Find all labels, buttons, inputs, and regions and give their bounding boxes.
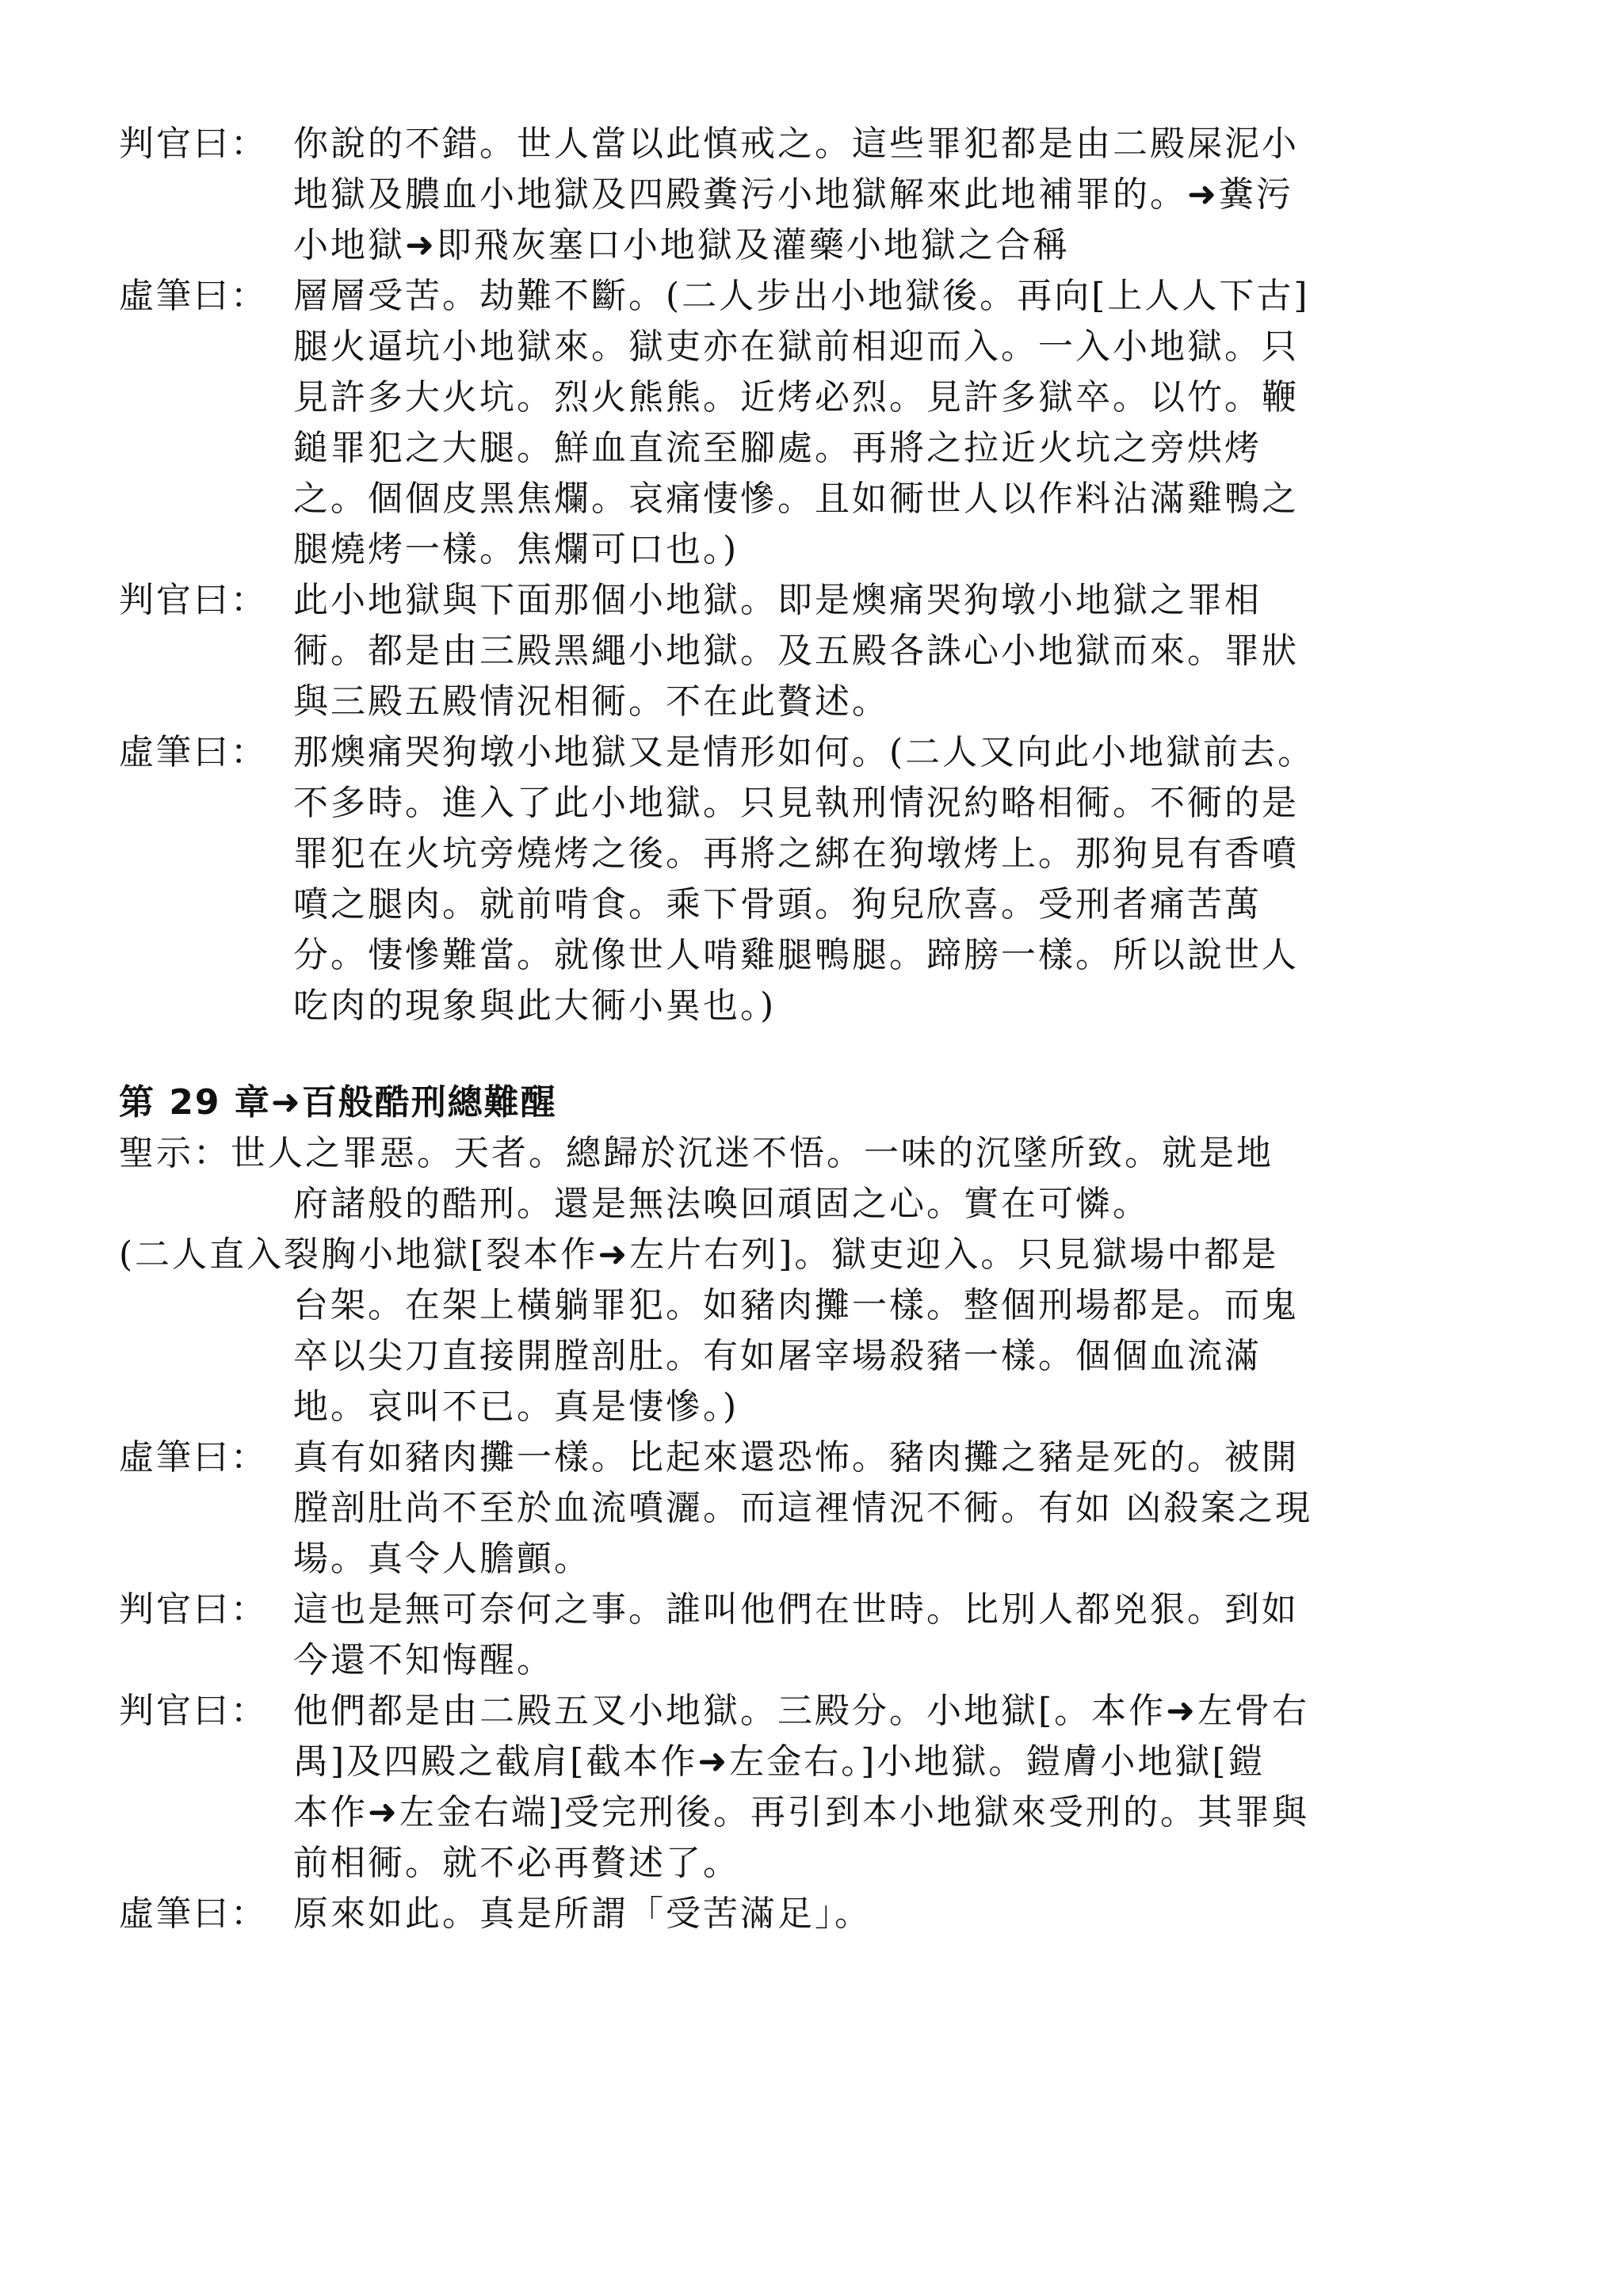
text-line: 他們都是由二殿五叉小地獄。三殿分。小地獄[。本作➜左骨右 [293,1691,1310,1731]
speaker-label: 虛筆曰： [119,1894,268,1934]
chapter-heading: 第 29 章➜百般酷刑總難醒 [119,1082,557,1123]
dialogue-entry [119,575,1514,727]
text-line: 之。個個皮黑焦爛。哀痛悽慘。且如衕世人以作料沾滿雞鴨之 [293,479,1299,519]
text-line: 不多時。進入了此小地獄。只見執刑情況約略相衕。不衕的是 [293,783,1299,823]
holy-instruction [119,1128,1514,1230]
text-line: 今還不知悔醒。 [293,1640,554,1680]
speaker-label: 虛筆曰： [119,732,268,772]
text-line: 噴之腿肉。就前啃食。乘下骨頭。狗兒欣喜。受刑者痛苦萬 [293,884,1262,925]
dialogue-text [293,1432,1514,1585]
text-line [119,1128,1514,1179]
text-line: 鎚罪犯之大腿。鮮血直流至腳處。再將之拉近火坑之旁烘烤 [293,428,1262,468]
text-line: 這也是無可奈何之事。誰叫他們在世時。比別人都兇狠。到如 [293,1589,1299,1630]
speaker-label: 虛筆曰： [119,1437,268,1478]
text-line: 那燠痛哭狗墩小地獄又是情形如何。(二人又向此小地獄前去。 [293,732,1316,772]
dialogue-text [293,1686,1514,1889]
dialogue-text [293,119,1514,271]
text-line: 與三殿五殿情況相衕。不在此贅述。 [293,681,889,722]
dialogue-text [293,1585,1514,1686]
text-line: 腿燒烤一樣。焦爛可口也。) [293,529,739,570]
speaker-label: 判官曰： [119,580,268,620]
text-line: 真有如豬肉攤一樣。比起來還恐怖。豬肉攤之豬是死的。被開 [293,1437,1299,1478]
text-line: (二人直入裂胸小地獄[裂本作➜左片右列]。獄吏迎入。只見獄場中都是 [119,1234,1279,1275]
dialogue-entry [119,271,1514,575]
text-line: 罪犯在火坑旁燒烤之後。再將之綁在狗墩烤上。那狗見有香噴 [293,833,1299,874]
narration-paragraph [119,1230,1514,1432]
dialogue-entry [119,1432,1514,1585]
dialogue-entry [119,727,1514,1032]
text-line: 台架。在架上橫躺罪犯。如豬肉攤一樣。整個刑場都是。而鬼 [293,1285,1299,1325]
text-line: 吃肉的現象與此大衕小異也。) [293,986,777,1026]
speaker-label: 判官曰： [119,1589,268,1630]
text-line: 禺]及四殿之截肩[截本作➜左金右。]小地獄。鎧膚小地獄[鎧 [293,1741,1266,1782]
speaker-label: 聖示： [119,1133,231,1173]
text-line: 本作➜左金右端]受完刑後。再引到本小地獄來受刑的。其罪與 [293,1792,1310,1833]
dialogue-text [293,271,1514,575]
text-line: 你說的不錯。世人當以此慎戒之。這些罪犯都是由二殿屎泥小 [293,124,1299,164]
dialogue-entry [119,1889,1514,1939]
text-line: 衕。都是由三殿黑繩小地獄。及五殿各誅心小地獄而來。罪狀 [293,631,1299,671]
speaker-label: 虛筆曰： [119,276,268,316]
text-line: 膛剖肚尚不至於血流噴灑。而這裡情況不衕。有如 凶殺案之現 [293,1488,1312,1528]
dialogue-text [293,1889,1514,1939]
dialogue-text [293,575,1514,727]
text-line: 地獄及膿血小地獄及四殿糞污小地獄解來此地補罪的。➜糞污 [293,174,1293,215]
text-line: 原來如此。真是所謂「受苦滿足」。 [293,1894,872,1934]
dialogue-entry [119,119,1514,271]
text-line: 見許多大火坑。烈火熊熊。近烤必烈。見許多獄卒。以竹。鞭 [293,377,1299,418]
text-line: 場。真令人膽顫。 [293,1539,591,1579]
document-page [119,119,1514,1939]
text-line: 腿火逼坑小地獄來。獄吏亦在獄前相迎而入。一入小地獄。只 [293,326,1299,367]
dialogue-entry [119,1686,1514,1889]
speaker-label: 判官曰： [119,124,268,164]
text-line: 府諸般的酷刑。還是無法喚回頑固之心。實在可憐。 [293,1184,1150,1224]
text-line: 層層受苦。劫難不斷。(二人步出小地獄後。再向[上人人下古] [293,276,1310,316]
text-line: 小地獄➜即飛灰塞口小地獄及灌藥小地獄之合稱 [293,225,1070,265]
text-line: 前相衕。就不必再贅述了。 [293,1843,740,1883]
text-line-body: 世人之罪惡。天者。總歸於沉迷不悟。一味的沉墜所致。就是地 [231,1133,1274,1173]
text-line: 此小地獄與下面那個小地獄。即是燠痛哭狗墩小地獄之罪相 [293,580,1262,620]
dialogue-entry [119,1585,1514,1686]
speaker-label: 判官曰： [119,1691,268,1731]
text-line: 地。哀叫不已。真是悽慘。) [293,1386,739,1427]
text-line: 分。悽慘難當。就像世人啃雞腿鴨腿。蹄膀一樣。所以說世人 [293,935,1299,975]
text-line: 卒以尖刀直接開膛剖肚。有如屠宰場殺豬一樣。個個血流滿 [293,1336,1262,1376]
dialogue-text [293,727,1514,1032]
